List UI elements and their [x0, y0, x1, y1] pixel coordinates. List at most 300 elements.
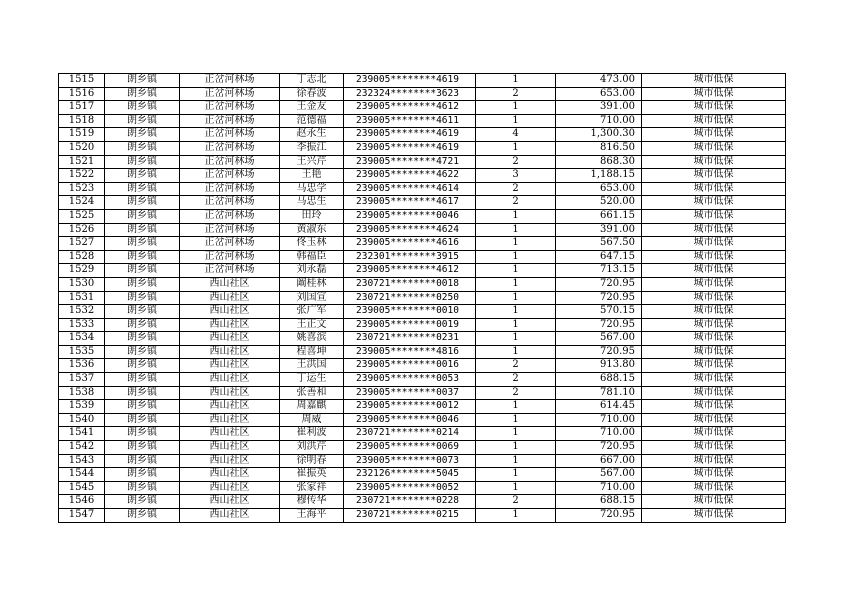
- table-row: [59, 441, 786, 455]
- category-cell: 城市低保: [642, 101, 786, 115]
- id-number-cell: 230721********0018: [344, 277, 476, 291]
- name-cell: 程喜坤: [280, 345, 344, 359]
- amount-cell: 720.95: [556, 441, 642, 455]
- amount-cell: 667.00: [556, 454, 642, 468]
- table-row: [59, 481, 786, 495]
- table-row: [59, 400, 786, 414]
- town-cell: 朗乡镇: [105, 141, 180, 155]
- table-row: [59, 345, 786, 359]
- row-number: 1519: [59, 128, 105, 142]
- row-number: 1543: [59, 454, 105, 468]
- name-cell: 丁运生: [280, 373, 344, 387]
- name-cell: 徐春波: [280, 87, 344, 101]
- table-row: [59, 114, 786, 128]
- table-row: [59, 101, 786, 115]
- id-number-cell: 239005********0073: [344, 454, 476, 468]
- category-cell: 城市低保: [642, 373, 786, 387]
- id-number-cell: 232301********3915: [344, 250, 476, 264]
- id-number-cell: 239005********0010: [344, 305, 476, 319]
- category-cell: 城市低保: [642, 182, 786, 196]
- name-cell: 崔利波: [280, 427, 344, 441]
- category-cell: 城市低保: [642, 386, 786, 400]
- row-number: 1525: [59, 209, 105, 223]
- id-number-cell: 239005********4816: [344, 345, 476, 359]
- category-cell: 城市低保: [642, 481, 786, 495]
- household-size-cell: 1: [476, 237, 556, 251]
- row-number: 1540: [59, 413, 105, 427]
- town-cell: 朗乡镇: [105, 373, 180, 387]
- town-cell: 朗乡镇: [105, 468, 180, 482]
- row-number: 1544: [59, 468, 105, 482]
- amount-cell: 720.95: [556, 291, 642, 305]
- table-row: [59, 332, 786, 346]
- table-row: [59, 141, 786, 155]
- household-size-cell: 1: [476, 141, 556, 155]
- id-number-cell: 239005********4616: [344, 237, 476, 251]
- row-number: 1541: [59, 427, 105, 441]
- category-cell: 城市低保: [642, 318, 786, 332]
- category-cell: 城市低保: [642, 509, 786, 523]
- amount-cell: 713.15: [556, 264, 642, 278]
- amount-cell: 647.15: [556, 250, 642, 264]
- household-size-cell: 2: [476, 196, 556, 210]
- name-cell: 马忠学: [280, 182, 344, 196]
- name-cell: 王艳: [280, 169, 344, 183]
- town-cell: 朗乡镇: [105, 427, 180, 441]
- town-cell: 朗乡镇: [105, 169, 180, 183]
- amount-cell: 720.95: [556, 345, 642, 359]
- community-cell: 西山社区: [180, 495, 280, 509]
- row-number: 1534: [59, 332, 105, 346]
- row-number: 1546: [59, 495, 105, 509]
- household-size-cell: 2: [476, 386, 556, 400]
- community-cell: 西山社区: [180, 359, 280, 373]
- community-cell: 正岔河林场: [180, 155, 280, 169]
- town-cell: 朗乡镇: [105, 237, 180, 251]
- table-row: [59, 373, 786, 387]
- table-row: [59, 223, 786, 237]
- row-number: 1526: [59, 223, 105, 237]
- household-size-cell: 1: [476, 509, 556, 523]
- community-cell: 正岔河林场: [180, 128, 280, 142]
- id-number-cell: 239005********4619: [344, 74, 476, 88]
- community-cell: 正岔河林场: [180, 74, 280, 88]
- community-cell: 西山社区: [180, 468, 280, 482]
- household-size-cell: 1: [476, 481, 556, 495]
- amount-cell: 391.00: [556, 101, 642, 115]
- town-cell: 朗乡镇: [105, 101, 180, 115]
- household-size-cell: 1: [476, 345, 556, 359]
- id-number-cell: 239005********4721: [344, 155, 476, 169]
- town-cell: 朗乡镇: [105, 182, 180, 196]
- town-cell: 朗乡镇: [105, 114, 180, 128]
- household-size-cell: 2: [476, 495, 556, 509]
- id-number-cell: 239005********0019: [344, 318, 476, 332]
- amount-cell: 720.95: [556, 509, 642, 523]
- amount-cell: 688.15: [556, 373, 642, 387]
- town-cell: 朗乡镇: [105, 509, 180, 523]
- town-cell: 朗乡镇: [105, 264, 180, 278]
- table-row: [59, 237, 786, 251]
- row-number: 1533: [59, 318, 105, 332]
- community-cell: 正岔河林场: [180, 87, 280, 101]
- community-cell: 西山社区: [180, 386, 280, 400]
- name-cell: 马忠生: [280, 196, 344, 210]
- amount-cell: 868.30: [556, 155, 642, 169]
- id-number-cell: 230721********0231: [344, 332, 476, 346]
- household-size-cell: 1: [476, 413, 556, 427]
- town-cell: 朗乡镇: [105, 196, 180, 210]
- amount-cell: 720.95: [556, 318, 642, 332]
- name-cell: 刘国宣: [280, 291, 344, 305]
- category-cell: 城市低保: [642, 359, 786, 373]
- row-number: 1515: [59, 74, 105, 88]
- household-size-cell: 3: [476, 169, 556, 183]
- category-cell: 城市低保: [642, 291, 786, 305]
- table-row: [59, 413, 786, 427]
- community-cell: 西山社区: [180, 509, 280, 523]
- id-number-cell: 239005********4611: [344, 114, 476, 128]
- category-cell: 城市低保: [642, 114, 786, 128]
- id-number-cell: 239005********4622: [344, 169, 476, 183]
- category-cell: 城市低保: [642, 155, 786, 169]
- household-size-cell: 1: [476, 74, 556, 88]
- category-cell: 城市低保: [642, 250, 786, 264]
- row-number: 1527: [59, 237, 105, 251]
- community-cell: 正岔河林场: [180, 223, 280, 237]
- community-cell: 西山社区: [180, 400, 280, 414]
- name-cell: 周威: [280, 413, 344, 427]
- row-number: 1518: [59, 114, 105, 128]
- name-cell: 周嘉麒: [280, 400, 344, 414]
- category-cell: 城市低保: [642, 264, 786, 278]
- amount-cell: 1,300.30: [556, 128, 642, 142]
- category-cell: 城市低保: [642, 454, 786, 468]
- amount-cell: 520.00: [556, 196, 642, 210]
- amount-cell: 391.00: [556, 223, 642, 237]
- category-cell: 城市低保: [642, 87, 786, 101]
- table-row: [59, 250, 786, 264]
- table-body: [59, 74, 786, 523]
- row-number: 1531: [59, 291, 105, 305]
- amount-cell: 473.00: [556, 74, 642, 88]
- household-size-cell: 1: [476, 250, 556, 264]
- id-number-cell: 239005********0046: [344, 209, 476, 223]
- table-row: [59, 509, 786, 523]
- category-cell: 城市低保: [642, 427, 786, 441]
- id-number-cell: 230721********0228: [344, 495, 476, 509]
- id-number-cell: 239005********0012: [344, 400, 476, 414]
- table-row: [59, 305, 786, 319]
- town-cell: 朗乡镇: [105, 74, 180, 88]
- household-size-cell: 1: [476, 318, 556, 332]
- community-cell: 西山社区: [180, 481, 280, 495]
- household-size-cell: 1: [476, 209, 556, 223]
- row-number: 1524: [59, 196, 105, 210]
- row-number: 1516: [59, 87, 105, 101]
- name-cell: 张广军: [280, 305, 344, 319]
- name-cell: 刘洪芹: [280, 441, 344, 455]
- town-cell: 朗乡镇: [105, 223, 180, 237]
- community-cell: 正岔河林场: [180, 209, 280, 223]
- name-cell: 徐明春: [280, 454, 344, 468]
- id-number-cell: 239005********0016: [344, 359, 476, 373]
- name-cell: 黄淑东: [280, 223, 344, 237]
- town-cell: 朗乡镇: [105, 481, 180, 495]
- household-size-cell: 1: [476, 101, 556, 115]
- town-cell: 朗乡镇: [105, 87, 180, 101]
- id-number-cell: 239005********0069: [344, 441, 476, 455]
- table-row: [59, 495, 786, 509]
- amount-cell: 661.15: [556, 209, 642, 223]
- category-cell: 城市低保: [642, 400, 786, 414]
- id-number-cell: 239005********4624: [344, 223, 476, 237]
- amount-cell: 710.00: [556, 413, 642, 427]
- table-row: [59, 318, 786, 332]
- category-cell: 城市低保: [642, 413, 786, 427]
- row-number: 1542: [59, 441, 105, 455]
- amount-cell: 913.80: [556, 359, 642, 373]
- table-row: [59, 196, 786, 210]
- row-number: 1545: [59, 481, 105, 495]
- community-cell: 西山社区: [180, 373, 280, 387]
- table-row: [59, 155, 786, 169]
- household-size-cell: 1: [476, 454, 556, 468]
- name-cell: 丁志北: [280, 74, 344, 88]
- row-number: 1532: [59, 305, 105, 319]
- household-size-cell: 1: [476, 291, 556, 305]
- table-row: [59, 169, 786, 183]
- id-number-cell: 239005********4614: [344, 182, 476, 196]
- household-size-cell: 2: [476, 359, 556, 373]
- name-cell: 崔振英: [280, 468, 344, 482]
- household-size-cell: 2: [476, 182, 556, 196]
- name-cell: 张家祥: [280, 481, 344, 495]
- household-size-cell: 1: [476, 264, 556, 278]
- benefit-table: [58, 73, 786, 523]
- community-cell: 西山社区: [180, 305, 280, 319]
- community-cell: 正岔河林场: [180, 250, 280, 264]
- town-cell: 朗乡镇: [105, 359, 180, 373]
- category-cell: 城市低保: [642, 441, 786, 455]
- category-cell: 城市低保: [642, 495, 786, 509]
- household-size-cell: 2: [476, 155, 556, 169]
- household-size-cell: 1: [476, 332, 556, 346]
- row-number: 1517: [59, 101, 105, 115]
- row-number: 1539: [59, 400, 105, 414]
- town-cell: 朗乡镇: [105, 155, 180, 169]
- town-cell: 朗乡镇: [105, 441, 180, 455]
- id-number-cell: 239005********4612: [344, 264, 476, 278]
- household-size-cell: 1: [476, 223, 556, 237]
- id-number-cell: 232324********3623: [344, 87, 476, 101]
- row-number: 1521: [59, 155, 105, 169]
- town-cell: 朗乡镇: [105, 305, 180, 319]
- name-cell: 姚喜滨: [280, 332, 344, 346]
- amount-cell: 710.00: [556, 481, 642, 495]
- town-cell: 朗乡镇: [105, 454, 180, 468]
- town-cell: 朗乡镇: [105, 318, 180, 332]
- amount-cell: 567.00: [556, 468, 642, 482]
- household-size-cell: 1: [476, 277, 556, 291]
- category-cell: 城市低保: [642, 169, 786, 183]
- category-cell: 城市低保: [642, 223, 786, 237]
- amount-cell: 688.15: [556, 495, 642, 509]
- town-cell: 朗乡镇: [105, 495, 180, 509]
- row-number: 1528: [59, 250, 105, 264]
- category-cell: 城市低保: [642, 196, 786, 210]
- town-cell: 朗乡镇: [105, 386, 180, 400]
- town-cell: 朗乡镇: [105, 413, 180, 427]
- category-cell: 城市低保: [642, 128, 786, 142]
- household-size-cell: 4: [476, 128, 556, 142]
- table-row: [59, 209, 786, 223]
- id-number-cell: 239005********0046: [344, 413, 476, 427]
- amount-cell: 710.00: [556, 114, 642, 128]
- id-number-cell: 230721********0214: [344, 427, 476, 441]
- category-cell: 城市低保: [642, 468, 786, 482]
- household-size-cell: 1: [476, 114, 556, 128]
- community-cell: 西山社区: [180, 277, 280, 291]
- name-cell: 王海平: [280, 509, 344, 523]
- table-row: [59, 128, 786, 142]
- community-cell: 正岔河林场: [180, 182, 280, 196]
- category-cell: 城市低保: [642, 277, 786, 291]
- town-cell: 朗乡镇: [105, 277, 180, 291]
- table-row: [59, 87, 786, 101]
- row-number: 1523: [59, 182, 105, 196]
- name-cell: 王兴芹: [280, 155, 344, 169]
- name-cell: 田玲: [280, 209, 344, 223]
- id-number-cell: 239005********0037: [344, 386, 476, 400]
- amount-cell: 710.00: [556, 427, 642, 441]
- id-number-cell: 239005********0053: [344, 373, 476, 387]
- household-size-cell: 1: [476, 441, 556, 455]
- name-cell: 刘永磊: [280, 264, 344, 278]
- table-row: [59, 182, 786, 196]
- id-number-cell: 239005********4617: [344, 196, 476, 210]
- id-number-cell: 239005********4619: [344, 141, 476, 155]
- community-cell: 正岔河林场: [180, 114, 280, 128]
- community-cell: 正岔河林场: [180, 264, 280, 278]
- category-cell: 城市低保: [642, 74, 786, 88]
- community-cell: 正岔河林场: [180, 141, 280, 155]
- town-cell: 朗乡镇: [105, 209, 180, 223]
- row-number: 1537: [59, 373, 105, 387]
- id-number-cell: 230721********0250: [344, 291, 476, 305]
- community-cell: 正岔河林场: [180, 169, 280, 183]
- amount-cell: 567.50: [556, 237, 642, 251]
- household-size-cell: 1: [476, 400, 556, 414]
- amount-cell: 781.10: [556, 386, 642, 400]
- amount-cell: 816.50: [556, 141, 642, 155]
- category-cell: 城市低保: [642, 305, 786, 319]
- category-cell: 城市低保: [642, 345, 786, 359]
- benefit-table-sheet: [58, 73, 786, 523]
- amount-cell: 567.00: [556, 332, 642, 346]
- community-cell: 西山社区: [180, 318, 280, 332]
- table-row: [59, 386, 786, 400]
- household-size-cell: 1: [476, 427, 556, 441]
- town-cell: 朗乡镇: [105, 128, 180, 142]
- amount-cell: 653.00: [556, 87, 642, 101]
- table-row: [59, 264, 786, 278]
- table-row: [59, 427, 786, 441]
- name-cell: 李振江: [280, 141, 344, 155]
- amount-cell: 570.15: [556, 305, 642, 319]
- name-cell: 韩福臣: [280, 250, 344, 264]
- row-number: 1529: [59, 264, 105, 278]
- row-number: 1535: [59, 345, 105, 359]
- community-cell: 正岔河林场: [180, 196, 280, 210]
- table-row: [59, 291, 786, 305]
- category-cell: 城市低保: [642, 209, 786, 223]
- id-number-cell: 239005********4619: [344, 128, 476, 142]
- household-size-cell: 1: [476, 468, 556, 482]
- name-cell: 王金友: [280, 101, 344, 115]
- community-cell: 西山社区: [180, 413, 280, 427]
- row-number: 1536: [59, 359, 105, 373]
- amount-cell: 720.95: [556, 277, 642, 291]
- name-cell: 佟玉林: [280, 237, 344, 251]
- household-size-cell: 2: [476, 87, 556, 101]
- town-cell: 朗乡镇: [105, 400, 180, 414]
- row-number: 1530: [59, 277, 105, 291]
- id-number-cell: 230721********0215: [344, 509, 476, 523]
- name-cell: 阚桂林: [280, 277, 344, 291]
- name-cell: 王正文: [280, 318, 344, 332]
- id-number-cell: 239005********0052: [344, 481, 476, 495]
- community-cell: 西山社区: [180, 427, 280, 441]
- row-number: 1522: [59, 169, 105, 183]
- table-row: [59, 277, 786, 291]
- row-number: 1547: [59, 509, 105, 523]
- household-size-cell: 2: [476, 373, 556, 387]
- name-cell: 穆传华: [280, 495, 344, 509]
- row-number: 1538: [59, 386, 105, 400]
- category-cell: 城市低保: [642, 332, 786, 346]
- community-cell: 正岔河林场: [180, 237, 280, 251]
- community-cell: 西山社区: [180, 291, 280, 305]
- amount-cell: 614.45: [556, 400, 642, 414]
- name-cell: 张善和: [280, 386, 344, 400]
- town-cell: 朗乡镇: [105, 291, 180, 305]
- table-row: [59, 468, 786, 482]
- category-cell: 城市低保: [642, 237, 786, 251]
- town-cell: 朗乡镇: [105, 345, 180, 359]
- table-row: [59, 359, 786, 373]
- category-cell: 城市低保: [642, 141, 786, 155]
- id-number-cell: 239005********4612: [344, 101, 476, 115]
- name-cell: 赵永生: [280, 128, 344, 142]
- community-cell: 西山社区: [180, 441, 280, 455]
- town-cell: 朗乡镇: [105, 332, 180, 346]
- community-cell: 正岔河林场: [180, 101, 280, 115]
- amount-cell: 1,188.15: [556, 169, 642, 183]
- table-row: [59, 454, 786, 468]
- household-size-cell: 1: [476, 305, 556, 319]
- id-number-cell: 232126********5045: [344, 468, 476, 482]
- name-cell: 王洪国: [280, 359, 344, 373]
- community-cell: 西山社区: [180, 454, 280, 468]
- amount-cell: 653.00: [556, 182, 642, 196]
- name-cell: 范德福: [280, 114, 344, 128]
- community-cell: 西山社区: [180, 332, 280, 346]
- town-cell: 朗乡镇: [105, 250, 180, 264]
- table-row: [59, 74, 786, 88]
- community-cell: 西山社区: [180, 345, 280, 359]
- row-number: 1520: [59, 141, 105, 155]
